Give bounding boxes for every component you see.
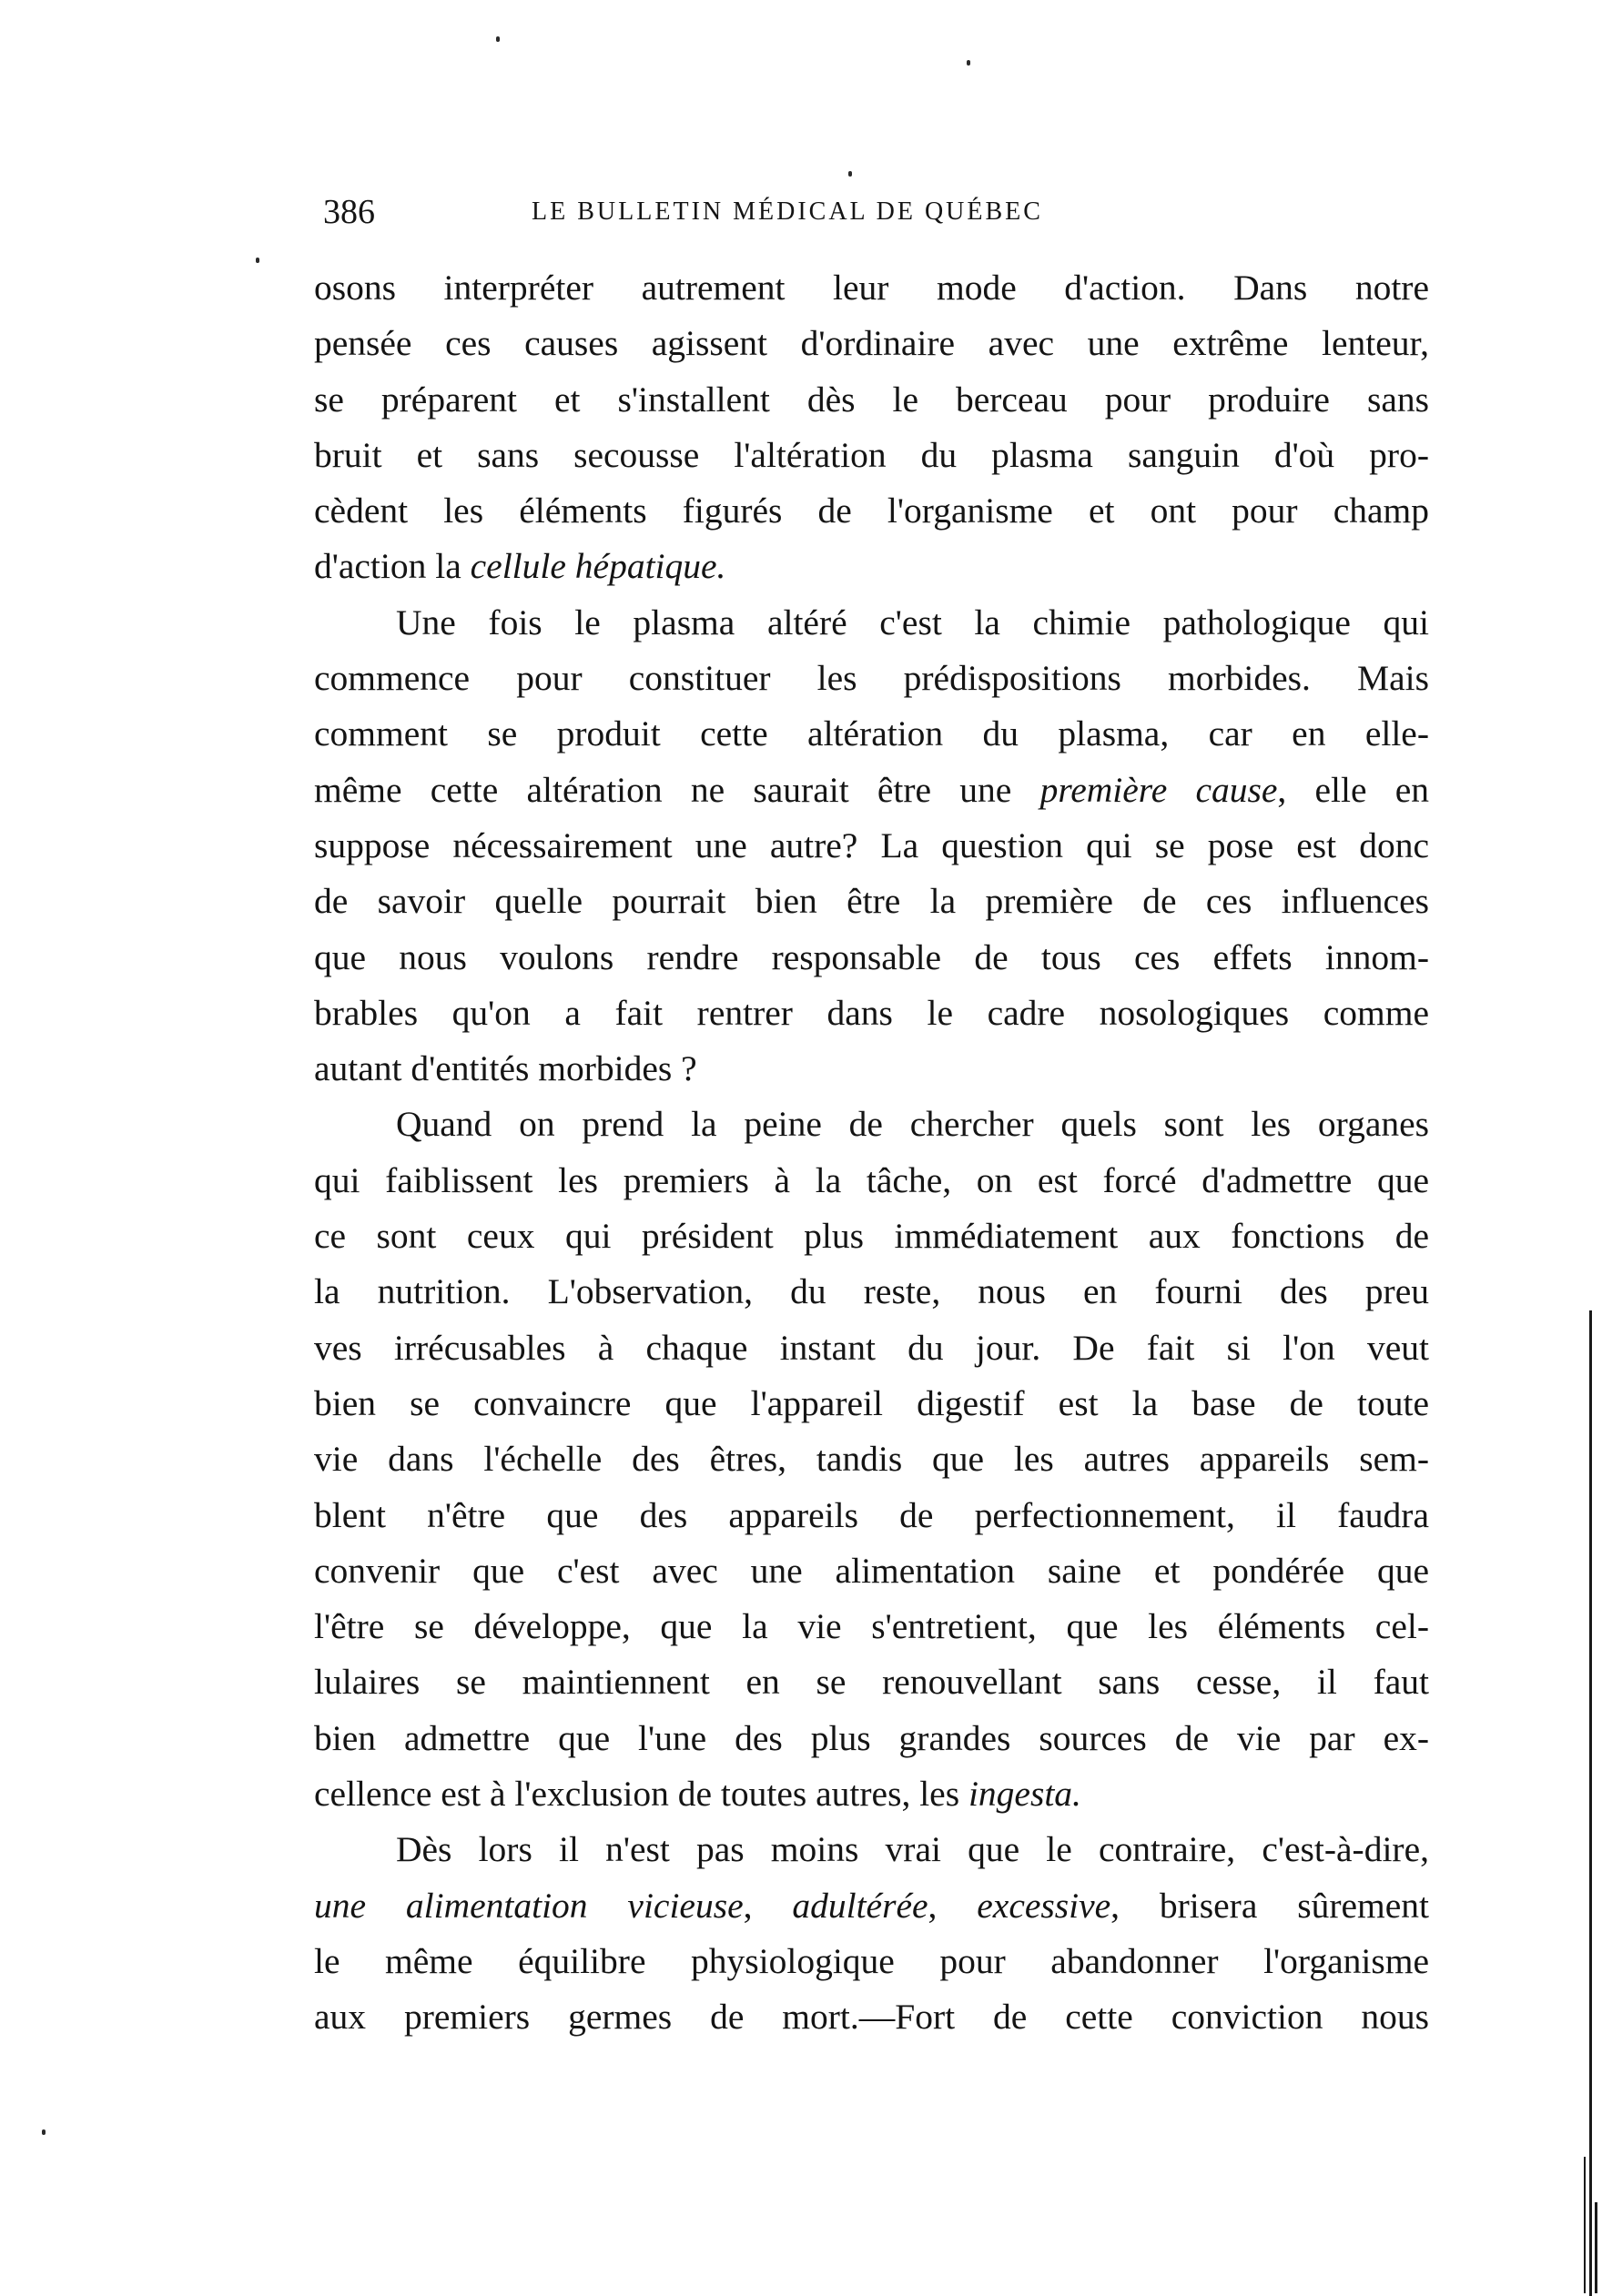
text-line — [314, 539, 1429, 594]
text-run: , — [743, 1885, 793, 1926]
text-line — [314, 1878, 1429, 1934]
text-line: brables qu'on a fait rentrer dans le cadre nosologiques comme — [314, 992, 1429, 1033]
text-line: se préparent et s'installent dès le berceau pour produire sans — [314, 379, 1429, 420]
scan-speck — [256, 258, 259, 263]
text-run: même cette altération ne saurait être une — [314, 769, 1040, 810]
italic-term: une alimentation vicieuse — [314, 1885, 744, 1926]
text-line: Une fois le plasma altéré c'est la chimie pathologique qui — [396, 602, 1429, 642]
running-head — [323, 189, 1197, 235]
journal-title: LE BULLETIN MÉDICAL DE QUÉBEC — [532, 197, 1043, 226]
text-line: comment se produit cette altération du plasma, car en elle- — [314, 713, 1429, 754]
text-line: de savoir quelle pourrait bien être la première de ces influences — [314, 881, 1429, 922]
text-line — [314, 763, 1429, 818]
page-number: 386 — [323, 193, 375, 231]
italic-term: ingesta. — [968, 1774, 1081, 1815]
text-run: cellence est à l'exclusion de toutes autres, les — [314, 1774, 968, 1815]
text-line: convenir que c'est avec une alimentation saine et pondérée que — [314, 1550, 1429, 1591]
text-run: , brisera sûrement — [1110, 1885, 1430, 1926]
text-line: blent n'être que des appareils de perfectionnement, il faudra — [314, 1494, 1429, 1535]
text-line: Dès lors il n'est pas moins vrai que le contraire, c'est-à-dire, — [396, 1829, 1429, 1870]
text-line: Quand on prend la peine de chercher quels sont les organes — [396, 1104, 1429, 1145]
text-line — [314, 1766, 1429, 1822]
scan-edge-line — [1595, 2202, 1597, 2293]
scan-edge-marks — [1584, 1310, 1602, 2296]
text-line: pensée ces causes agissent d'ordinaire avec une extrême lenteur, — [314, 323, 1429, 364]
scan-speck — [42, 2129, 46, 2135]
text-line: ce sont ceux qui président plus immédiatement aux fonctions de — [314, 1216, 1429, 1257]
italic-term: cellule hépatique. — [470, 546, 726, 587]
text-line: qui faiblissent les premiers à la tâche, on est forcé d'admettre que — [314, 1159, 1429, 1200]
text-run: , — [928, 1885, 978, 1926]
paragraph-1 — [314, 260, 1429, 595]
paragraph-4 — [314, 1822, 1429, 2045]
scan-edge-line — [1584, 2157, 1586, 2293]
body-text — [314, 260, 1429, 2046]
text-line: ves irrécusables à chaque instant du jour. De fait si l'on veut — [314, 1327, 1429, 1368]
text-line: lulaires se maintiennent en se renouvellant sans cesse, il faut — [314, 1662, 1429, 1703]
paragraph-3 — [314, 1097, 1429, 1822]
text-run: , elle en — [1277, 769, 1430, 810]
text-line: aux premiers germes de mort.—Fort de cette conviction nous — [314, 1997, 1429, 2038]
text-line: osons interpréter autrement leur mode d'action. Dans notre — [314, 268, 1429, 308]
text-line: suppose nécessairement une autre? La question qui se pose est donc — [314, 824, 1429, 865]
paragraph-2 — [314, 595, 1429, 1097]
text-line: l'être se développe, que la vie s'entretient, que les éléments cel- — [314, 1606, 1429, 1647]
text-line: cèdent les éléments figurés de l'organisme et ont pour champ — [314, 491, 1429, 531]
italic-term: excessive — [977, 1885, 1111, 1926]
scan-speck — [848, 171, 852, 177]
text-line: le même équilibre physiologique pour abandonner l'organisme — [314, 1940, 1429, 1981]
scan-speck — [967, 60, 970, 66]
italic-term: adultérée — [792, 1885, 928, 1926]
text-line: commence pour constituer les prédispositions morbides. Mais — [314, 658, 1429, 699]
text-line: bien se convaincre que l'appareil digestif est la base de toute — [314, 1382, 1429, 1423]
text-line: bruit et sans secousse l'altération du plasma sanguin d'où pro- — [314, 434, 1429, 475]
text-line: la nutrition. L'observation, du reste, nous en fourni des preu — [314, 1271, 1429, 1312]
text-line: bien admettre que l'une des plus grandes sources de vie par ex- — [314, 1717, 1429, 1758]
text-line: autant d'entités morbides ? — [314, 1048, 697, 1089]
text-line: que nous voulons rendre responsable de tous ces effets innom- — [314, 936, 1429, 977]
text-run: d'action la — [314, 546, 471, 587]
scan-edge-line — [1589, 1310, 1592, 2296]
text-line: vie dans l'échelle des êtres, tandis que les autres appareils sem- — [314, 1439, 1429, 1480]
scan-speck — [496, 36, 500, 42]
italic-term: première cause — [1039, 769, 1278, 810]
